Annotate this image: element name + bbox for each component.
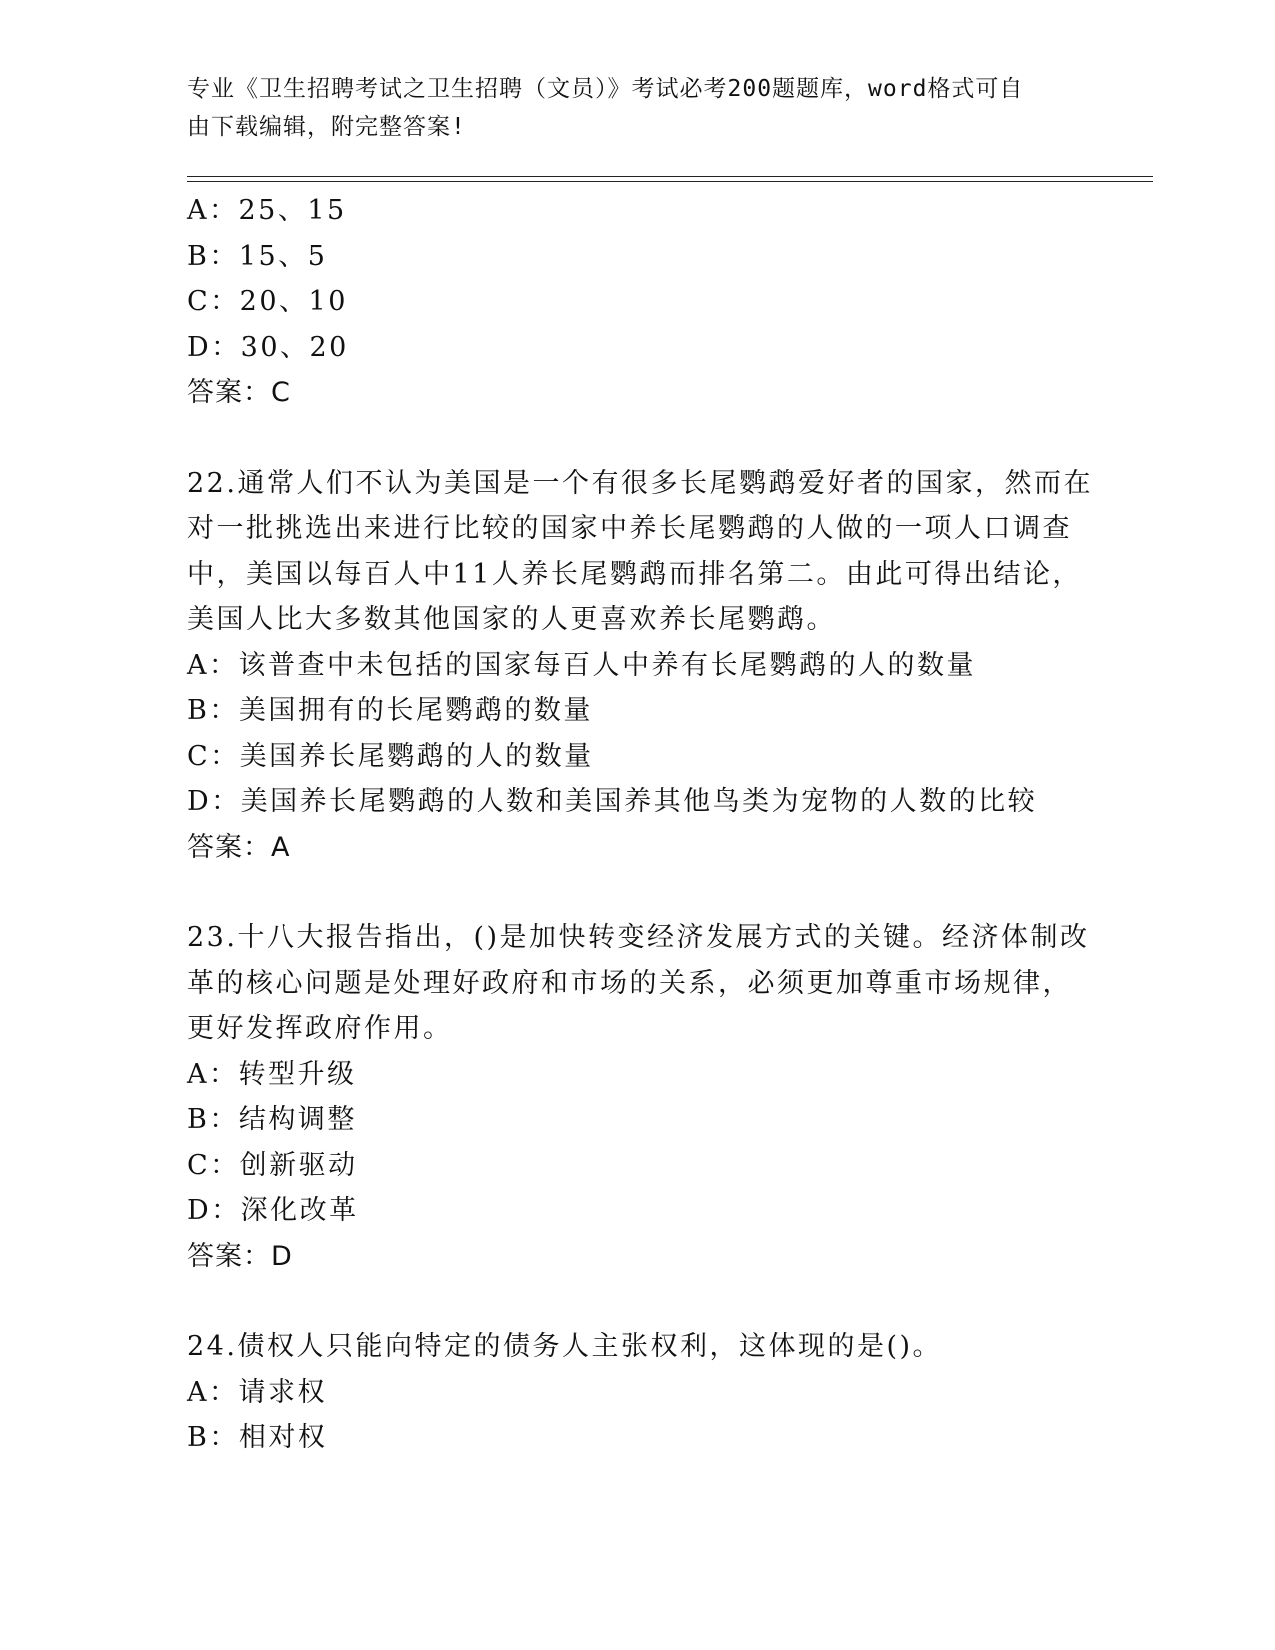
question-text-line: 24.债权人只能向特定的债务人主张权利，这体现的是()。 bbox=[187, 1331, 943, 1362]
question-22 bbox=[187, 461, 1093, 871]
option-d: D：美国养长尾鹦鹉的人数和美国养其他鸟类为宠物的人数的比较 bbox=[187, 786, 1038, 817]
option-c: C：创新驱动 bbox=[187, 1149, 358, 1181]
option-a: A：请求权 bbox=[187, 1376, 327, 1408]
header-divider-bottom bbox=[187, 181, 1153, 182]
option-d: D：30、20 bbox=[187, 331, 349, 363]
header-divider-top bbox=[187, 176, 1153, 177]
spacer bbox=[187, 1279, 1087, 1324]
option-a: A：该普查中未包括的国家每百人中养有长尾鹦鹉的人的数量 bbox=[187, 649, 976, 681]
option-d: D：深化改革 bbox=[187, 1195, 359, 1226]
question-23 bbox=[187, 915, 1090, 1279]
question-21 bbox=[187, 188, 1087, 416]
question-24 bbox=[187, 1324, 1087, 1461]
answer: 答案：D bbox=[187, 1240, 293, 1272]
answer: 答案：A bbox=[187, 831, 291, 863]
question-text-line: 对一批挑选出来进行比较的国家中养长尾鹦鹉的人做的一项人口调查 bbox=[187, 513, 1072, 544]
option-b: B：美国拥有的长尾鹦鹉的数量 bbox=[187, 695, 593, 726]
header-line-1: 专业《卫生招聘考试之卫生招聘（文员）》考试必考200题题库，word格式可自 bbox=[187, 76, 1024, 102]
answer: 答案：C bbox=[187, 377, 291, 408]
option-c: C：20、10 bbox=[187, 286, 348, 317]
option-b: B：相对权 bbox=[187, 1422, 328, 1453]
spacer bbox=[187, 870, 1087, 915]
option-b: B：15、5 bbox=[187, 240, 328, 272]
question-text-line: 革的核心问题是处理好政府和市场的关系，必须更加尊重市场规律， bbox=[187, 967, 1072, 999]
question-text-line: 更好发挥政府作用。 bbox=[187, 1013, 453, 1044]
question-text-line: 中，美国以每百人中11人养长尾鹦鹉而排名第二。由此可得出结论， bbox=[187, 558, 1082, 590]
spacer bbox=[187, 416, 1087, 461]
document-body bbox=[187, 188, 1093, 1461]
header-line-2: 由下载编辑，附完整答案! bbox=[187, 114, 466, 140]
question-text-line: 美国人比大多数其他国家的人更喜欢养长尾鹦鹉。 bbox=[187, 604, 836, 635]
option-c: C：美国养长尾鹦鹉的人的数量 bbox=[187, 740, 594, 772]
option-b: B：结构调整 bbox=[187, 1104, 357, 1135]
question-text-line: 22.通常人们不认为美国是一个有很多长尾鹦鹉爱好者的国家，然而在 bbox=[187, 467, 1093, 499]
page-header bbox=[187, 70, 1067, 146]
option-a: A：转型升级 bbox=[187, 1058, 357, 1090]
option-a: A：25、15 bbox=[187, 195, 347, 226]
question-text-line: 23.十八大报告指出，()是加快转变经济发展方式的关键。经济体制改 bbox=[187, 922, 1090, 953]
